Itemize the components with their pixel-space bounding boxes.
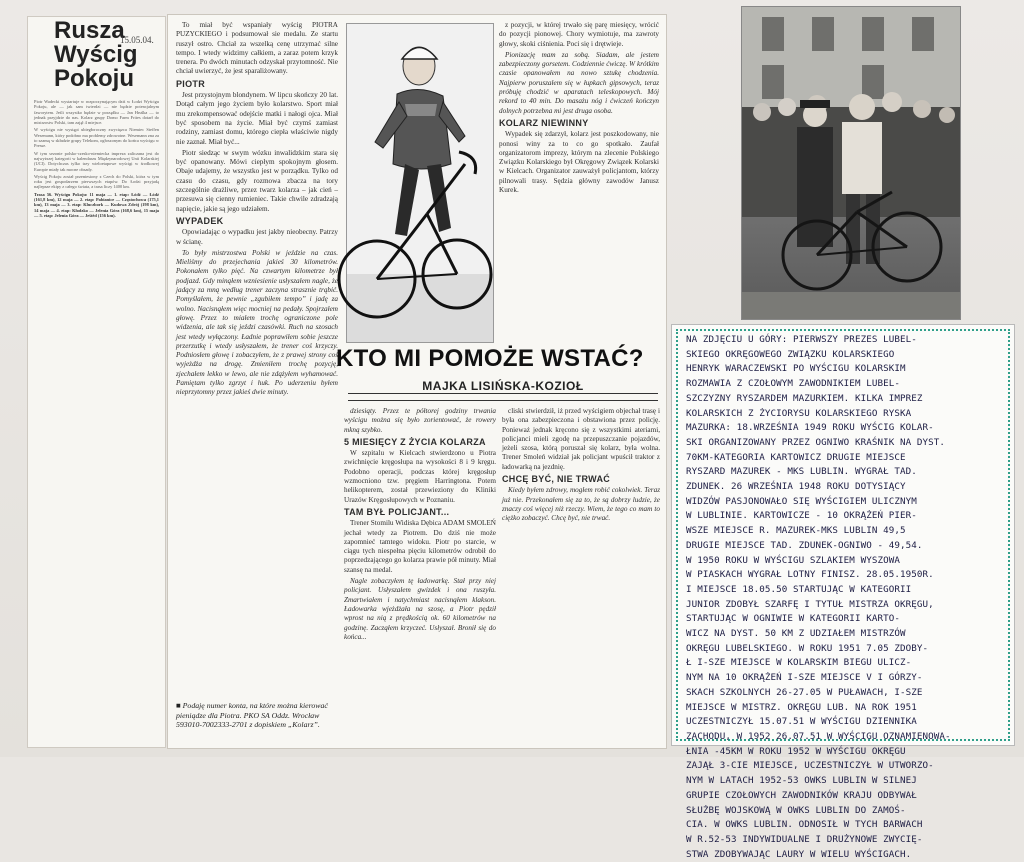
article-paragraph: Wypadek się zdarzył, kolarz jest poszkodowany, nie ponosi winy za to co go spotkało. Zaufał organizatorom imprezy, którym na zlecenie Polskiego Związku Kolarskiego był Okręgowy Związek Kolarski w Kielcach. Organizator zauważył policjantom, którzy pilnowali trasy. Sędzia główny zawodów Janusz Kurek. xyxy=(499,130,659,195)
article-column-1 xyxy=(176,21,338,693)
article-column-2 xyxy=(344,407,496,745)
headline-rule xyxy=(348,393,658,394)
cyclist-photo xyxy=(346,23,494,343)
handwritten-line: WIDZÓW PASJONOWAŁO SIĘ WYŚCIGIEM ULICZNYM xyxy=(686,495,917,507)
donation-note xyxy=(176,701,336,730)
handwritten-line: STARTUJĄC W OGNIWIE W KATEGORII KARTO- xyxy=(686,613,900,625)
historic-cycling-photo xyxy=(741,6,961,320)
clipping-paragraph: Piotr Wadecki wystartuje w rozpoczynającym dziś w Łodzi Wyścigu Pokoju, ale — jak sam twierdzi — nie będzie potencjalnym faworytem. Jeśli wszystko będzie w porządku — Jan Hruška — to jednak przyjdzie do nas. Kolarz grupy Domo Farm Frites dotarł do mistrzostw Polski, tam zajął 4 miejsce. xyxy=(34,99,159,126)
handwritten-line: GRUPIE CZOŁOWYCH ZAWODNIKÓW KRAJU ODBYWAŁ xyxy=(686,789,917,801)
article-paragraph: Opowiadając o wypadku jest jakby nieobecny. Patrzy w ścianę. xyxy=(176,228,338,246)
clipping-title-line: Pokoju xyxy=(54,65,135,92)
article-paragraph: Nagle zobaczyłem tę ładowarkę. Stał przy niej policjant. Usłyszałem gwizdek i ona ruszyła. Zmartwiałem i natychmiast nacisnąłem klakson. Ładowarka wjeżdżała na szosę, a Piotr pędził wprost na nią z prędkością ok. 60 kilometrów na godzinę. Zacząłem krzyczeć. Usłyszał. Bronił się do końca... xyxy=(344,577,496,641)
article-paragraph: cliski stwierdził, iż przed wyścigiem objechał trasę i była ona zabezpieczona i obstawiona przez policję. Ponieważ jednak kręcono się z wszystkimi ateriami, policjanci mieli zgodę na przepuszczanie pojazdów, jeżeli szosa, którą poruszał się kolarz, była wolna. Trener Smoleń widział jak policjant wpuścił traktor z ładowarką na jezdnię. xyxy=(502,407,660,471)
handwritten-note-card xyxy=(671,324,1015,860)
clipping-title xyxy=(54,19,165,91)
handwritten-line: I MIEJSCE 18.05.50 STARTUJĄC W KATEGORII xyxy=(686,583,912,595)
section-heading: TAM BYŁ POLICJANT... xyxy=(344,506,450,517)
clipping-paragraph: W wyścigu nie wystąpi ubiegłoroczny zwycięzca Niemiec Steffen Wesemann, który podobno ma problemy zdrowotne. Wesemann zna za to szansę w składzie grupy Telekom, ogłoszonym do końca wyścigu w Presse. xyxy=(34,127,159,149)
article-paragraph: W szpitalu w Kielcach stwierdzono u Piotra zwichnięcie kręgosłupa na wysokości 8 i 9 kręgu. Podobno operacji, podczas której kręgosłup wzmocniono tzw. pręgiem Harringtona. Potem helikopterem, został przewieziony do Kliniki Urazów Kręgosłupowych w Poznaniu. xyxy=(344,449,496,504)
handwritten-line: W R.52-53 INDYWIDUALNE I DRUŻYNOWE ZWYCIĘ- xyxy=(686,833,923,845)
bullet-icon: ■ xyxy=(176,701,183,710)
handwritten-line: SŁUŻBĘ WOJSKOWĄ W OWKS LUBLIN DO ZAMOŚ- xyxy=(686,804,906,816)
handwritten-line: SKACH SZKOLNYCH 26-27.05 W PUŁAWACH, I-SZE xyxy=(686,686,923,698)
article-paragraph: Piotr siedząc w swym wózku inwalidzkim stara się być opanowany. Mówi ciepłym spokojnym głosem. Obaje udajemy, że wszystko jest w porządku. Tylko od czasu do czasu, gdy rozmowa zbacza na tory szczególnie drażliwe, przez twarz kolarza – jak cień – przesuwa się cienny rumieniec. Takie chwile zdradzają napięcie, jakie są jego udziałem. xyxy=(176,148,338,213)
handwritten-line: ROZMAWIA Z CZOŁOWYM ZAWODNIKIEM LUBEL- xyxy=(686,378,900,390)
section-heading: PIOTR xyxy=(176,78,206,89)
article-column-3-top xyxy=(499,21,659,337)
handwritten-line: NYM W LATACH 1952-53 OWKS LUBLIN W SILNEJ xyxy=(686,775,917,787)
handwritten-line: CIA. W OWKS LUBLIN. ODNOSIŁ W TYCH BARWACH xyxy=(686,819,923,831)
clipping-title-line: Wyścig xyxy=(54,41,138,68)
handwritten-line: OKRĘGU LUBELSKIEGO. W ROKU 1951 7.05 ZDOBY- xyxy=(686,642,929,654)
handwritten-line: RYSZARD MAZUREK - MKS LUBLIN. WYGRAŁ TAD. xyxy=(686,466,917,478)
clipping-title-line: Rusza xyxy=(54,17,125,44)
byline-rule xyxy=(348,400,658,401)
handwritten-line: STWA ZDOBYWAJĄC LAURY W WIELU WYŚCIGACH. xyxy=(686,848,912,860)
clipping-paragraph: Trasa 56. Wyścigu Pokoju: 11 maja — 1. etap: Łódź — Łódź (161,8 km), 12 maja — 2. etap: Pabianice — Częstochowa (175,1 km), 13 maja — 3. etap: Kluczbork — Kudowa Zdrój (198 km), 14 maja — 4. etap: Kłodzko — Jelenia Góra (168,6 km), 15 maja — 5. etap: Jelenia Góra — Ještěd (156 km). xyxy=(34,191,159,218)
handwritten-line: HENRYK WARACZEWSKI PO WYŚCIGU KOLARSKIM xyxy=(686,363,906,375)
author-byline: MAJKA LISIŃSKA-KOZIOŁ xyxy=(422,379,584,393)
handwritten-line: NYM NA 10 OKRĄŻEŃ I-SZE MIEJSCE V I GÓRZY- xyxy=(686,672,923,684)
handwritten-line: W 1950 ROKU W WYŚCIGU SZLAKIEM WYSZOWA xyxy=(686,554,900,566)
donation-text: Podaję numer konta, na które można kierować pieniądze dla Piotra. PKO SA Oddz. Wrocław 593010-7002333-2701 z dopiskiem „Kolarz”. xyxy=(176,701,328,730)
article-paragraph: dziesiąty. Przez te półtorej godziny trwania wyścigu można się było zorientować, że rowery mkną szybko. xyxy=(344,407,496,434)
handwritten-line: MIEJSCE W MISTRZ. OKRĘGU LUB. NA ROK 1951 xyxy=(686,701,917,713)
newspaper-clipping-main xyxy=(167,14,667,749)
handwritten-line: UCZESTNICZYŁ 15.07.51 W WYŚCIGU DZIENNIKA xyxy=(686,716,917,728)
handwritten-line: WSZE MIEJSCE R. MAZUREK-MKS LUBLIN 49,5 xyxy=(686,525,906,537)
handwritten-line: SZCZYZNY RYSZARDEM MAZURKIEM. KILKA IMPREZ xyxy=(686,392,923,404)
handwritten-text xyxy=(686,333,1006,862)
historic-photo-illustration xyxy=(742,7,960,319)
article-paragraph: To były mistrzostwa Polski w jeździe na czas. Mieliśmy do przejechania jakieś 30 kilometrów. Pokonałem tylko pięć. Na czwartym kilometrze był podjazd. Gdy minąłem wzniesienie usłyszałem nagle, że jadący za mną według trener zaczyna strasznie trąbić. Pomyślałem, że pewnie „zgubiłem tempo” i jadę za wolno. Nacisnąłem więc mocniej na pedały. Spojrzałem głowę. Przez to miałem trochę ograniczone pole widzenia, ale tak się jeździ czasówki. Ruch na szosach jest wtedy wyłączony. Ładnie poprawiłem sobie jeszcze przerzutkę i wtedy usłyszałem, że trener coś krzyczy. Podniosłem głowę i zobaczyłem, że z prawej strony coś wyjeżdża na drogę. Zmieniłem trochę pozycję, zjechałem lekko w lewo, ale nie zdążyłem wyhamować. Pamiętam tylko zgrzyt i huk. Po uderzeniu byłem nieprzytomny przez jakieś dwie minuty. xyxy=(176,248,338,397)
handwritten-line: JUNIOR ZDOBYŁ SZARFĘ I TYTUŁ MISTRZA OKRĘGU, xyxy=(686,598,934,610)
article-paragraph: Pionizację mam za sobą. Siadam, ale jestem zabezpieczony gorsetem. Codziennie ćwiczę. W krótkim czasie opanowałem na nowo sztukę chodzenia. Najpierw poruszałem się w łupkach gipsowych, teraz próbuję chodzić w aparatach teleskopowych. Mój rekord to 40 min. Do masażu nóg i ćwiczeń kończyn dolnych potrzebna mi jest druga osoba. xyxy=(499,50,659,115)
handwritten-line: ŁNIA -45KM W ROKU 1952 W WYŚCIGU OKRĘGU xyxy=(686,745,906,757)
article-paragraph: Jest przystojnym blondynem. W lipcu skończy 20 lat. Dotąd całym jego życiem było kolarstwo. Sport miał mu zrekompensować odejście matki i nałogi ojca. Miał być sposobem na życie. Miał być czymś zamiast rodziny, zamiast domu, którego ciepła właściwie nigdy nie zaznał. Miał być... xyxy=(176,91,338,146)
newspaper-clipping-left xyxy=(27,16,166,748)
handwritten-line: ZDUNEK. 26 WRZEŚNIA 1948 ROKU DOTYSIĄCY xyxy=(686,481,906,493)
handwritten-line: ZACHODU, W 1952 26.07.51 W WYŚCIGU OZNAMIENOWA- xyxy=(686,730,951,742)
article-paragraph: z pozycji, w której trwało się parę miesięcy, wrócić do pozycji pionowej. Chory wymiotuje, ma zawroty głowy, skoki ciśnienia. Poci się i drętwieje. xyxy=(499,21,659,48)
handwritten-line: MAZURKA: 18.WRZEŚNIA 1949 ROKU WYŚCIG KOLAR- xyxy=(686,422,934,434)
article-paragraph: Trener Stomilu Widiska Dębica ADAM SMOLEŃ jechał wtedy za Piotrem. Do dziś nie może zapomnieć tamtego widoku. Piotr po starcie, w ciągu tych niespełna pięciu kilometrów odrobił do poprzedzającego go kolarza prawie pół minuty. Miał szansę na medal. xyxy=(344,519,496,574)
article-paragraph: Kiedy byłem zdrowy, mogłem robić cokolwiek. Teraz już nie. Przekonałem się za to, że są dobrzy ludzie, że znaczy coś więcej niż rzeczy. Wiem, że tego co mam to ciężko zobaczyć. Chcę być, nie trwać. xyxy=(502,486,660,523)
section-heading: KOLARZ NIEWINNY xyxy=(499,117,589,128)
section-heading: 5 MIESIĘCY Z ŻYCIA KOLARZA xyxy=(344,436,486,447)
handwritten-line: W LUBLINIE. KARTOWICZE - 10 OKRĄŻEŃ PIER- xyxy=(686,510,917,522)
section-heading: WYPADEK xyxy=(176,215,224,226)
clipping-paragraph: W tym sezonie polsko-czesko-niemiecka impreza zaliczana jest do najwyższej kategorii w kalendarzu Międzynarodowej Unii Kolarskiej (UCI). Dotychczas tylko trzy wieloetapowe wyścigi w środkowej Europie miały tak mocne obsady. xyxy=(34,150,159,172)
handwritten-line: WICZ NA DYST. 50 KM Z UDZIAŁEM MISTRZÓW xyxy=(686,628,906,640)
handwritten-date: 15.05.04. xyxy=(120,35,154,45)
handwritten-line: KOLARSKICH Z ŻYCIORYSU KOLARSKIEGO RYSKA xyxy=(686,407,912,419)
handwritten-line: SKI ORGANIZOWANY PRZEZ OGNIWO KRAŚNIK NA DYST. xyxy=(686,436,946,448)
handwritten-line: SKIEGO OKRĘGOWEGO ZWIĄZKU KOLARSKIEGO xyxy=(686,348,895,360)
cyclist-illustration xyxy=(347,24,493,342)
handwritten-line: NA ZDJĘCIU U GÓRY: PIERWSZY PREZES LUBEL- xyxy=(686,334,917,345)
handwritten-line: Ł I-SZE MIEJSCE W KOLARSKIM BIEGU ULICZ- xyxy=(686,657,912,669)
clipping-body xyxy=(34,99,159,218)
article-paragraph: To miał być wspaniały wyścig PIOTRA PUZYCKIEGO i podsumował sie medalu. Ze startu ruszył ostro. Chciał za wszelką cenę utrzymać silne tempo. I wtedy widzimy całkiem, a zaraz potem krzyk trenera. Po dwóch minutach odzyskał przytomność. Nie chciał uwierzyć, że jest sparaliżowany. xyxy=(176,21,338,76)
handwritten-line: 70KM-KATEGORIA KARTOWICZ DRUGIE MIEJSCE xyxy=(686,451,906,463)
clipping-paragraph: Wyścig Pokoju został przeniesiony z Czech do Polski, która w tym roku jest gospodarzem pierwszych etapów. Do Łodzi przyjadą najlepsze ekipy z całego świata, a trasa liczy 1400 km. xyxy=(34,173,159,190)
article-column-3-bottom xyxy=(502,407,660,745)
section-heading: CHCĘ BYĆ, NIE TRWAĆ xyxy=(502,474,611,485)
headline: KTO MI POMOŻE WSTAĆ? xyxy=(336,345,644,372)
handwritten-line: ZAJĄŁ 3-CIE MIEJSCE, UCZESTNICZYŁ W UTWORZO- xyxy=(686,760,934,772)
handwritten-line: DRUGIE MIEJSCE TAD. ZDUNEK-OGNIWO - 49,54. xyxy=(686,539,923,551)
handwritten-line: W PIASKACH WYGRAŁ LOTNY FINISZ. 28.05.1950R. xyxy=(686,569,934,581)
